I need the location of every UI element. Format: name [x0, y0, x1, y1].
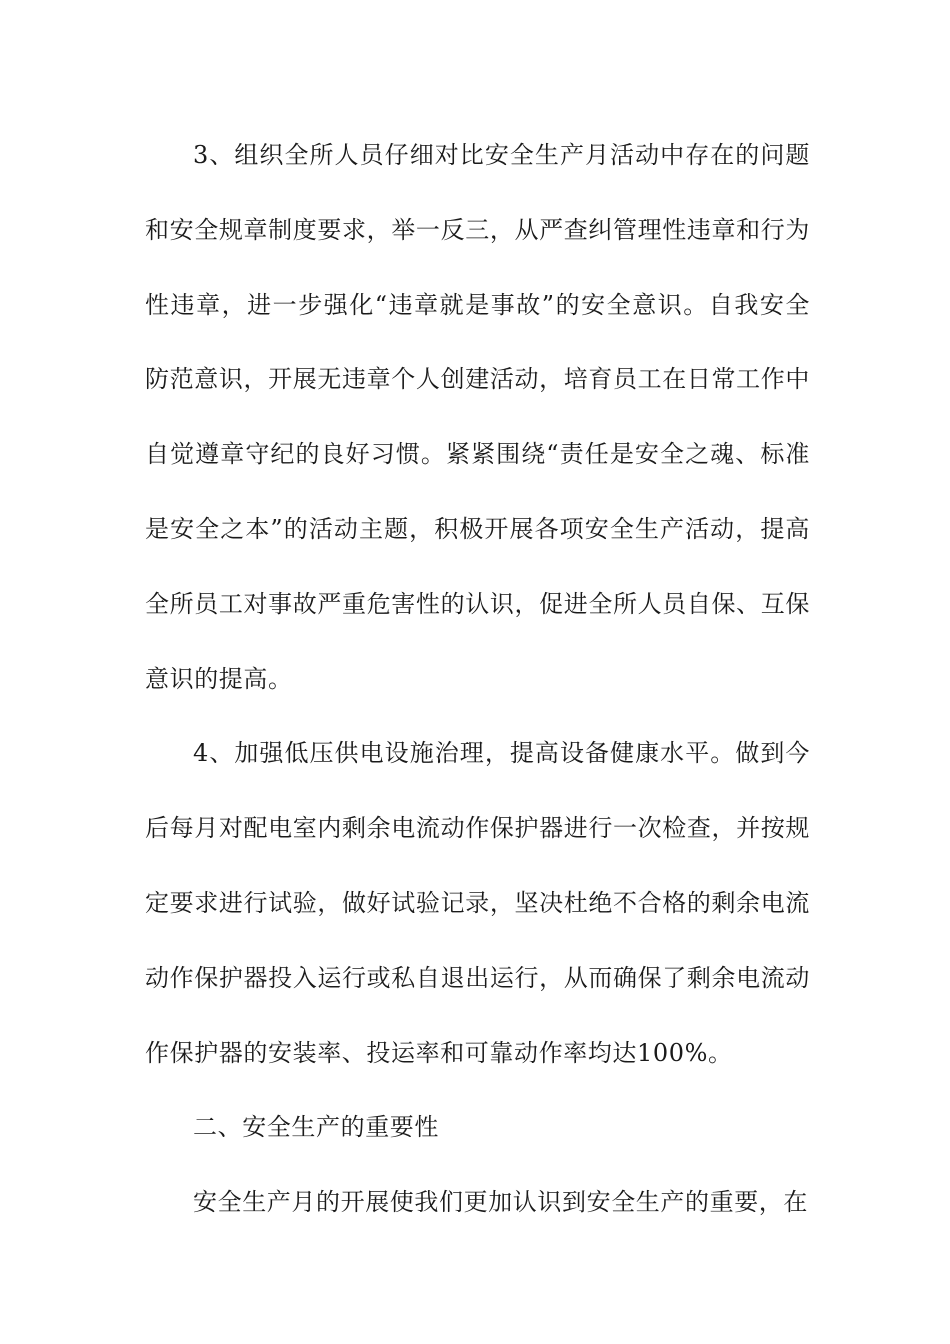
paragraph-item-4: 4、加强低压供电设施治理，提高设备健康水平。做到今后每月对配电室内剩余电流动作保护器进行一次检查，并按规定要求进行试验，做好试验记录，坚决杜绝不合格的剩余电流动作保护器投入运行或私自退出运行，从而确保了剩余电流动作保护器的安装率、投运率和可靠动作率均达100%。	[145, 739, 810, 1067]
paragraph-intro: 安全生产月的开展使我们更加认识到安全生产的重要，在	[193, 1188, 808, 1217]
document-body	[145, 118, 810, 1240]
section-heading: 二、安全生产的重要性	[193, 1113, 439, 1142]
paragraph-item-3: 3、组织全所人员仔细对比安全生产月活动中存在的问题和安全规章制度要求，举一反三，从严查纠管理性违章和行为性违章，进一步强化“违章就是事故”的安全意识。自我安全防范意识，开展无违章个人创建活动，培育员工在日常工作中自觉遵章守纪的良好习惯。紧紧围绕“责任是安全之魂、标准是安全之本”的活动主题，积极开展各项安全生产活动，提高全所员工对事故严重危害性的认识，促进全所人员自保、互保意识的提高。	[145, 141, 810, 693]
